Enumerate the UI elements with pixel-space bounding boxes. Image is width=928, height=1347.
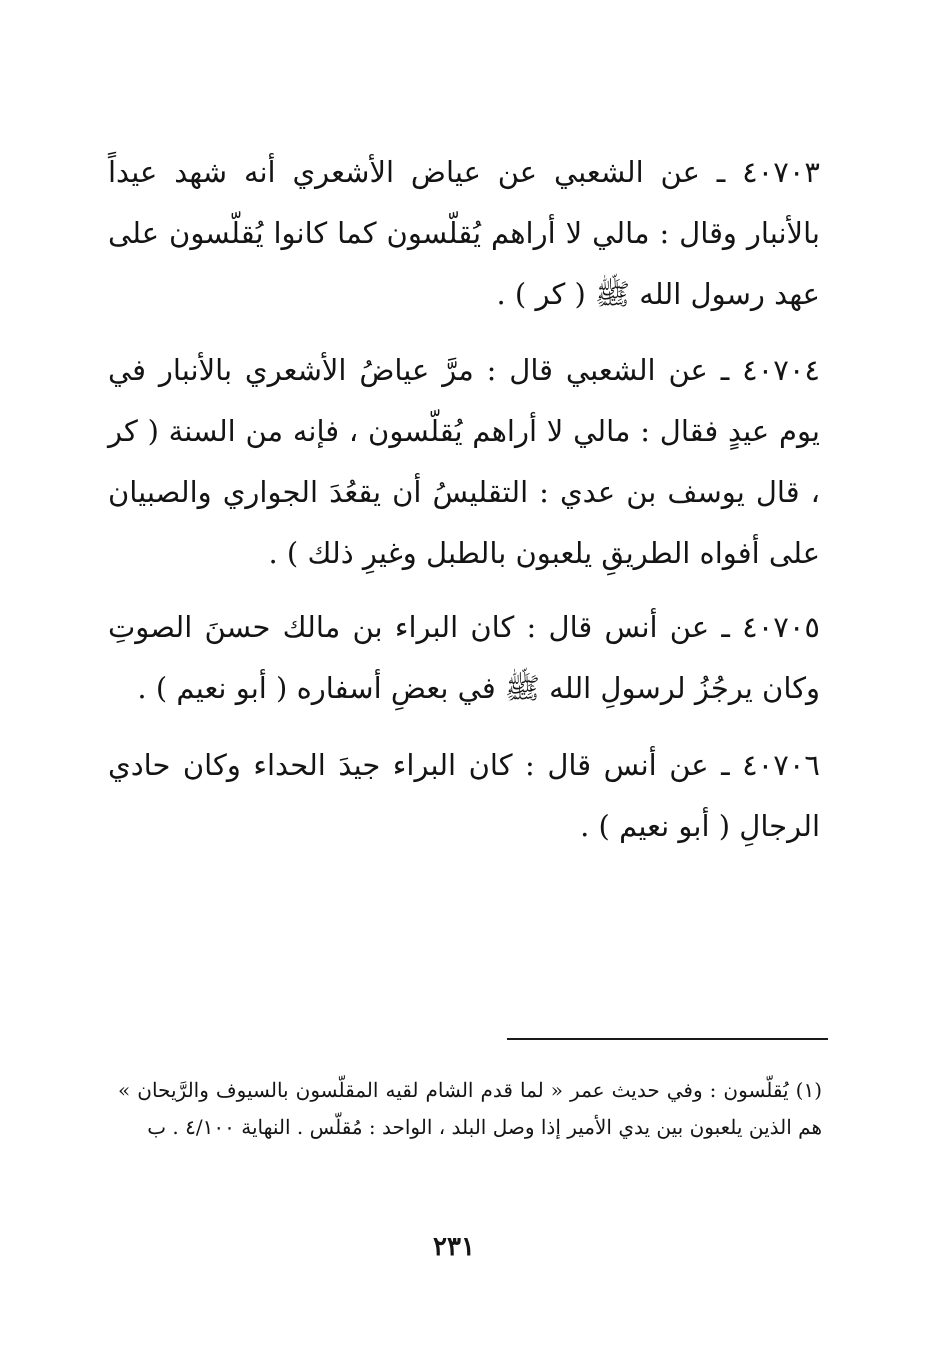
footnote-divider: [507, 1038, 828, 1040]
hadith-text: ـ عن الشعبي قال : مرَّ عياضُ الأشعري بالأنبار في يوم عيدٍ فقال : مالي لا أراهم يُقلّسون ، فإنه من السنة ( كر ، قال يوسف بن عدي : التقليسُ أن يقعُدَ الجواري والصبيان على أفواه الطريقِ يلعبون بالطبل وغيرِ ذلك ) .: [108, 353, 820, 570]
page-number: ٢٣١: [433, 1232, 475, 1262]
hadith-text: ـ عن الشعبي عن عياض الأشعري أنه شهد عيداً بالأنبار وقال : مالي لا أراهم يُقلّسون كما كانوا يُقلّسون على عهد رسول الله ﷺ ( كر ) .: [108, 155, 820, 311]
hadith-number: ٤٠٧٠٤: [742, 353, 820, 387]
hadith-text: ـ عن أنس قال : كان البراء جيدَ الحداء وكان حادي الرجالِ ( أبو نعيم ) .: [108, 748, 820, 843]
hadith-40704: [108, 340, 820, 584]
hadith-40706: [108, 735, 820, 857]
hadith-text: ـ عن أنس قال : كان البراء بن مالك حسنَ الصوتِ وكان يرجُزُ لرسولِ الله ﷺ في بعضِ أسفاره ( أبو نعيم ) .: [108, 610, 820, 705]
footnote: (١) يُقلّسون : وفي حديث عمر « لما قدم الشام لقيه المقلّسون بالسيوف والرَّيحان » هم الذين يلعبون بين يدي الأمير إذا وصل البلد ، الواحد : مُقلّس . النهاية ٤/١٠٠ . ب: [118, 1078, 822, 1139]
hadith-number: ٤٠٧٠٥: [742, 610, 821, 644]
hadith-number: ٤٠٧٠٦: [742, 748, 820, 782]
hadith-number: ٤٠٧٠٣: [742, 155, 820, 189]
hadith-40705: [108, 597, 820, 719]
hadith-40703: [108, 142, 820, 325]
